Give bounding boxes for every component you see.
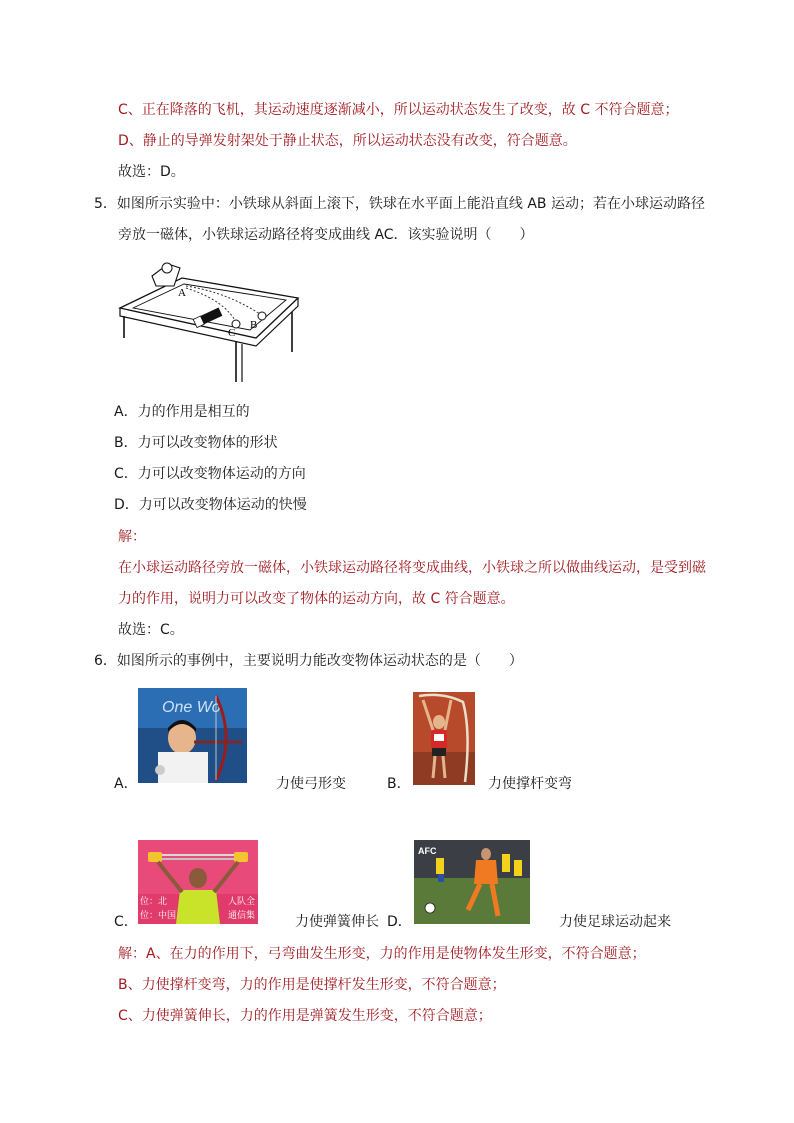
photo-c-banner-text-1: 位：北 (140, 897, 168, 907)
label-c: C (228, 327, 236, 339)
right-handle (234, 852, 248, 862)
q6-photo-b-pole-vaulter (413, 692, 475, 785)
striker-head (481, 848, 491, 860)
player-yellow-2 (502, 854, 510, 872)
vaulter-head (433, 715, 445, 729)
q6-solution-line1: 解：A、在力的作用下，弓弯曲发生形变，力的作用是使物体发生形变，不符合题意； (118, 946, 646, 962)
q6-option-c-caption: 力使弹簧伸长 (295, 914, 379, 930)
striker-shirt (474, 860, 498, 884)
q6-option-a-letter: A． (114, 776, 138, 792)
vaulter-right-leg (443, 756, 445, 778)
ball-b (258, 312, 266, 320)
q5-answer: 故选：C。 (118, 622, 184, 638)
q6-photo-d-football (414, 840, 530, 924)
vaulter-bib (434, 734, 444, 741)
q6-stem: 6．如图所示的事例中，主要说明力能改变物体运动状态的是（ ） (94, 653, 523, 669)
q5-solution-line2: 力的作用，说明力可以改变了物体的运动方向，故 C 符合题意。 (118, 591, 515, 607)
q5-solution-label: 解： (118, 529, 146, 545)
prev-solution-line-c: C、正在降落的飞机，其运动速度逐渐减小，所以运动状态发生了改变，故 C 不符合题意； (118, 102, 679, 118)
q6-photo-c-spring-stretcher (138, 840, 258, 924)
photo-c-banner-text-2: 位：中国 (140, 911, 177, 921)
photo-a-banner-text: One Wo (162, 699, 221, 716)
q5-stem-line2: 旁放一磁体，小铁球运动路径将变成曲线 AC．该实验说明（ ） (118, 227, 534, 243)
photo-d-board-text: AFC (418, 846, 437, 856)
ball-on-ramp (162, 263, 172, 273)
q5-solution-line1: 在小球运动路径旁放一磁体，小铁球运动路径将变成曲线，小铁球之所以做曲线运动，是受到磁 (118, 560, 706, 576)
prev-answer: 故选：D。 (118, 164, 185, 180)
archer-shirt (158, 752, 208, 783)
label-b: B (250, 319, 258, 331)
q6-option-b-caption: 力使撑杆变弯 (488, 776, 572, 792)
label-a: A (178, 287, 186, 299)
q5-experiment-figure (116, 256, 306, 386)
q5-option-b: B．力可以改变物体的形状 (114, 435, 278, 451)
q5-option-d: D．力可以改变物体运动的快慢 (114, 497, 307, 513)
q5-option-a: A．力的作用是相互的 (114, 404, 250, 420)
athlete-head (189, 868, 207, 888)
q5-stem-line1: 5．如图所示实验中：小铁球从斜面上滚下，铁球在水平面上能沿直线 AB 运动；若在小球运动路径 (94, 196, 705, 212)
player-yellow-1 (436, 858, 444, 874)
table-top (120, 278, 298, 338)
photo-c-banner-text-4: 通信集 (228, 911, 256, 921)
football-ball (425, 903, 435, 913)
vaulter-left-leg (433, 756, 435, 778)
archer-hand (155, 765, 165, 775)
player-yellow-3 (514, 860, 522, 876)
left-handle (148, 852, 162, 862)
q6-option-d-caption: 力使足球运动起来 (559, 914, 671, 930)
q6-solution-line2: B、力使撑杆变弯，力的作用是使撑杆发生形变，不符合题意； (118, 977, 506, 993)
photo-c-banner-text-3: 人队全 (228, 897, 256, 907)
q6-option-d-letter: D． (387, 914, 412, 930)
q6-solution-line3: C、力使弹簧伸长，力的作用是弹簧发生形变，不符合题意； (118, 1008, 492, 1024)
q6-photo-a-archer (138, 688, 247, 783)
vaulter-shorts (432, 748, 446, 756)
q5-option-c: C．力可以改变物体运动的方向 (114, 466, 306, 482)
q6-option-b-letter: B． (387, 776, 411, 792)
athlete-vest (176, 890, 220, 924)
q6-option-c-letter: C． (114, 914, 138, 930)
q6-option-a-caption: 力使弓形变 (276, 776, 346, 792)
prev-solution-line-d: D、静止的导弹发射架处于静止状态，所以运动状态没有改变，符合题意。 (118, 133, 577, 149)
player-yellow-1-shorts (438, 874, 444, 882)
